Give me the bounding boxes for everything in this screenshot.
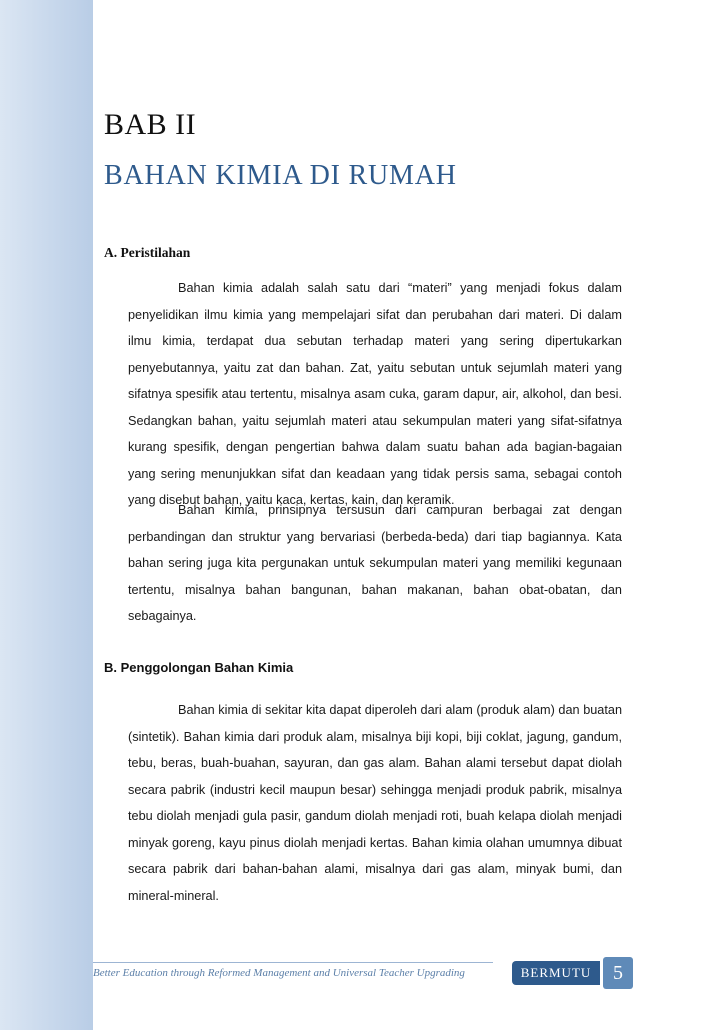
page-number: 5 bbox=[613, 962, 623, 984]
paragraph-peristilahan-2: Bahan kimia, prinsipnya tersusun dari campuran berbagai zat dengan perbandingan dan struktur yang bervariasi (berbeda-beda) dari tiap bagiannya. Kata bahan sering juga kita pergunakan untuk sekumpulan materi yang memiliki kegunaan tertentu, misalnya bahan bangunan, bahan makanan, bahan obat-obatan, dan sebagainya. bbox=[128, 503, 622, 623]
footer-brand-label: BERMUTU bbox=[520, 965, 592, 980]
footer-tagline: Better Education through Reformed Management and Universal Teacher Upgrading bbox=[93, 967, 465, 979]
side-stripe bbox=[0, 0, 93, 1030]
page-number-box bbox=[603, 957, 633, 989]
paragraph-penggolongan-1: Bahan kimia di sekitar kita dapat diperoleh dari alam (produk alam) dan buatan (sintetik). Bahan kimia dari produk alam, misalnya biji kopi, biji coklat, jagung, gandum, tebu, beras, buah-buahan, sayuran, dan gas alam. Bahan alami tersebut dapat diolah secara pabrik (industri kecil maupun besar) sehingga menjadi produk pabrik, misalnya tebu diolah menjadi gula pasir, gandum diolah menjadi roti, buah kelapa diolah menjadi minyak goreng, kayu pinus diolah menjadi kertas. Bahan kimia olahan umumnya dibuat secara pabrik dari bahan-bahan alami, misalnya dari gas alam, minyak bumi, dan mineral-mineral. bbox=[128, 703, 622, 903]
section-heading-peristilahan: A. Peristilahan bbox=[104, 245, 191, 260]
footer-divider bbox=[93, 962, 493, 963]
paragraph-peristilahan-1: Bahan kimia adalah salah satu dari “materi” yang menjadi fokus dalam penyelidikan ilmu kimia yang mempelajari sifat dan perubahan dari materi. Di dalam ilmu kimia, terdapat dua sebutan terhadap materi yang sering dipertukarkan penyebutannya, yaitu zat dan bahan. Zat, yaitu sebutan untuk sejumlah materi yang sifatnya spesifik atau tertentu, misalnya asam cuka, garam dapur, air, alkohol, dan besi. Sedangkan bahan, yaitu sejumlah materi atau sekumpulan materi yang sifat-sifatnya kurang spesifik, dengan pengertian bahwa dalam suatu bahan ada bagian-bagaian yang sering menunjukkan sifat dan keadaan yang tidak persis sama, sebagai contoh yang disebut bahan, yaitu kaca, kertas, kain, dan keramik. bbox=[128, 281, 622, 507]
chapter-title: BAHAN KIMIA DI RUMAH bbox=[104, 160, 457, 191]
section-heading-penggolongan: B. Penggolongan Bahan Kimia bbox=[104, 660, 294, 675]
footer-brand-badge bbox=[512, 961, 600, 985]
chapter-label: BAB II bbox=[104, 108, 197, 141]
